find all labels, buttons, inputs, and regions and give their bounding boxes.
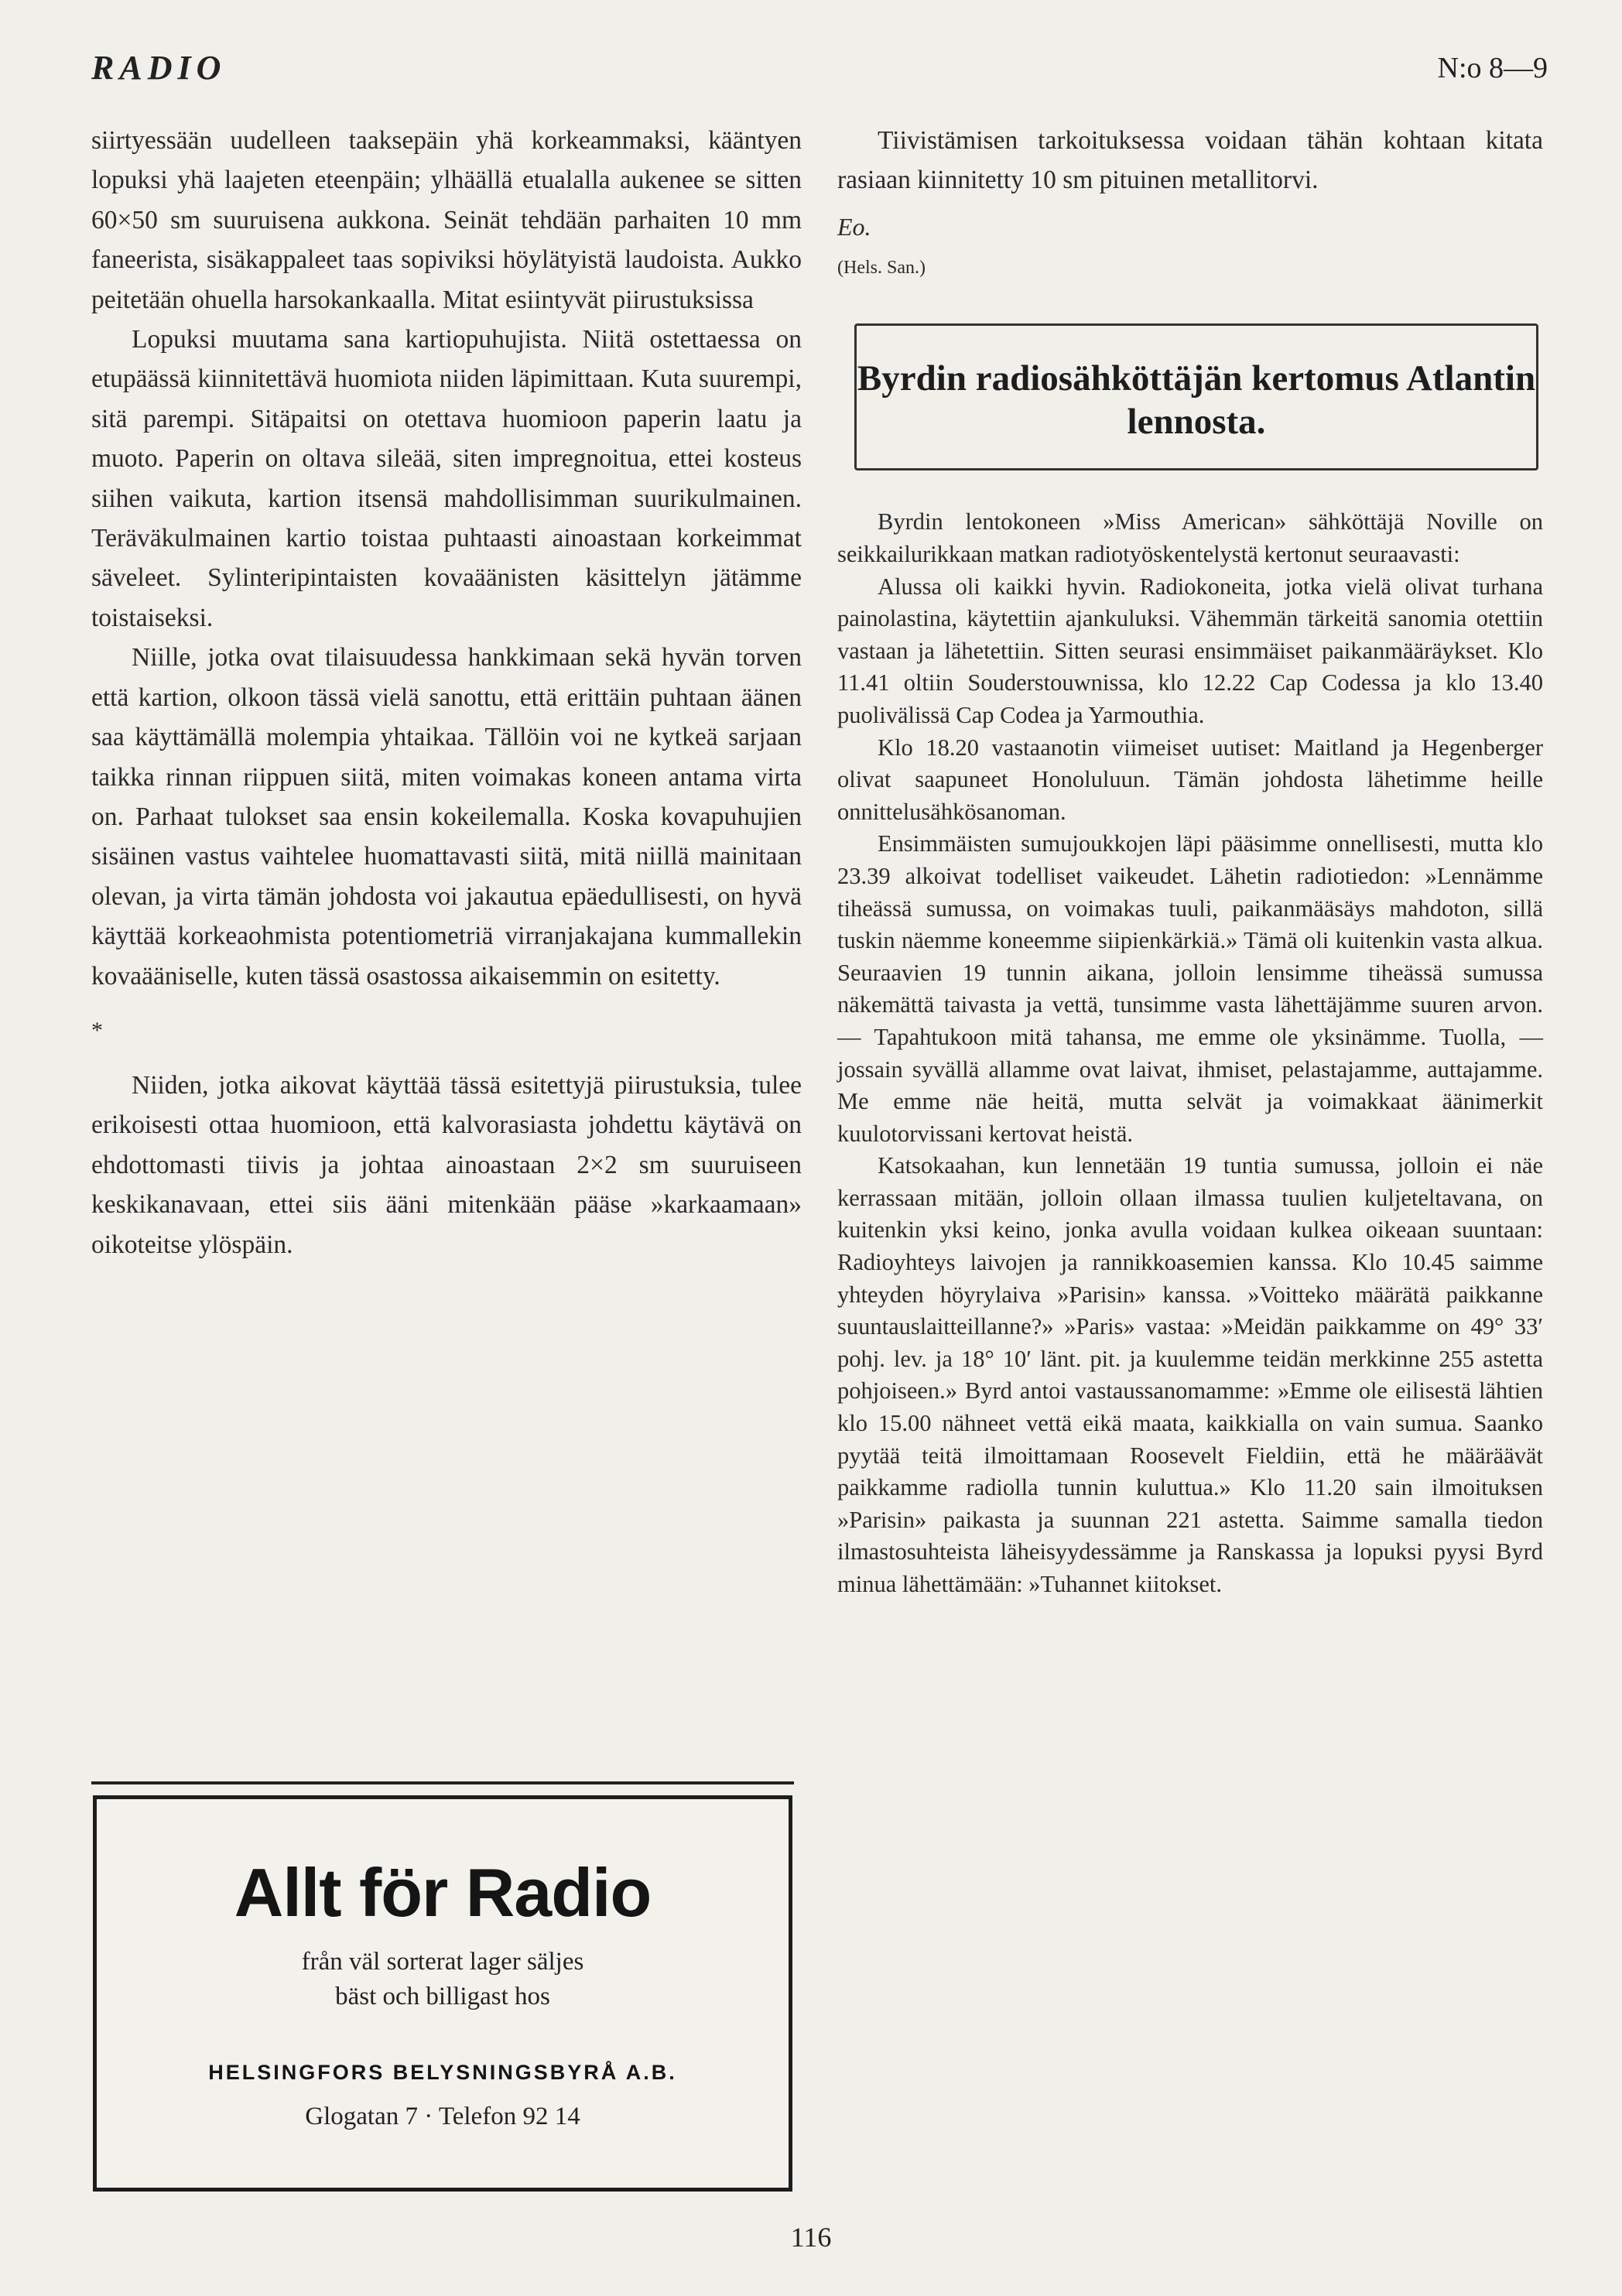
divider: [91, 1781, 794, 1784]
paragraph: siirtyessään uudelleen taaksepäin yhä korkeammaksi, kääntyen lopuksi yhä laajeten eteenpäin; ylhäällä etualalla aukenee se sitten 60×50 sm suuruisena aukkona. Seinät tehdään parhaiten 10 mm faneerista, sisäkappaleet taas sopiviksi höylätyistä laudoista. Aukko peitetään ohuella harsokankaalla. Mitat esiintyvät piirustuksissa: [91, 126, 802, 314]
running-head: [91, 48, 1548, 94]
page-number: 116: [790, 2222, 832, 2253]
source-citation: (Hels. San.): [837, 258, 926, 279]
issue-number: N:o 8—9: [1437, 52, 1548, 84]
advertisement-box: [93, 1795, 792, 2192]
section-separator: *: [91, 1017, 103, 1043]
author-signature: Eo.: [837, 212, 871, 241]
paragraph: Klo 18.20 vastaanotin viimeiset uutiset: Maitland ja Hegenberger olivat saapuneet Honoluluun. Tämän johdosta lähetimme heille onnittelusähkösanoman.: [837, 734, 1543, 825]
paragraph: Tiivistämisen tarkoituksessa voidaan tähän kohtaan kitata rasiaan kiinnitetty 10 sm pituinen metallitorvi.: [837, 126, 1543, 195]
paragraph: Lopuksi muutama sana kartiopuhujista. Niitä ostettaessa on etupäässä kiinnitettävä huomiota niiden läpimittaan. Kuta suurempi, sitä parempi. Sitäpaitsi on otettava huomioon paperin laatu ja muoto. Paperin on oltava sileää, siten impregnoitua, ettei kosteus siihen vaikuta, kartion itsensä mahdollisimman suurikulmainen. Teräväkulmainen kartio toistaa puhtaasti ainoastaan korkeimmat säveleet. Sylinteripintaisten kovaäänisten käsittelyn jätämme toistaiseksi.: [91, 325, 802, 632]
ad-text-line: bäst och billigast hos: [335, 1983, 550, 2010]
right-column: [837, 121, 1543, 1601]
article-heading: Byrdin radiosähköttäjän kertomus Atlantin lennosta.: [857, 358, 1536, 443]
left-column: [91, 121, 802, 1264]
paragraph: Ensimmäisten sumujoukkojen läpi pääsimme onnellisesti, mutta klo 23.39 alkoivat todelliset vaikeudet. Lähetin radiotiedon: »Lennämme tiheässä sumussa, on voimakas tuuli, paikanmääsäys mahdoton, sillä tuskin näemme koneemme siipienkärkiä.» Tämä oli kuitenkin vasta alkua. Seuraavien 19 tunnin aikana, jolloin lensimme tiheässä sumussa näkemättä taivasta ja vettä, tunsimme vasta lähettäjämme suuren arvon. — Tapahtukoon mitä tahansa, me emme ole yksinämme. Tuolla, — jossain syvällä allamme ovat laivat, ihmiset, pelastajamme, auttajamme. Me emme näe heitä, mutta selvät ja voimakkaat äänimerkit kuulotorvissani kertovat heistä.: [837, 830, 1543, 1147]
article-heading-box: [854, 323, 1538, 470]
paragraph: Alussa oli kaikki hyvin. Radiokoneita, jotka vielä olivat turhana painolastina, käytettiin ajankuluksi. Vähemmän tärkeitä sanomia otettiin vastaan ja lähetettiin. Sitten seurasi ensimmäiset paikanmääräykset. Klo 11.41 oltiin Souderstouwnissa, klo 12.22 Cap Codessa ja klo 13.40 puolivälissä Cap Codea ja Yarmouthia.: [837, 573, 1543, 728]
ad-company-name: HELSINGFORS BELYSNINGSBYRÅ A.B.: [208, 2061, 677, 2084]
paragraph: Katsokaahan, kun lennetään 19 tuntia sumussa, jolloin ei näe kerrassaan mitään, jolloin ollaan ilmassa tuulien kuljeteltavana, on kuitenkin yksi keino, jonka avulla voidaan kulkea oikeaan suuntaan: Radioyhteys laivojen ja rannikkoasemien kanssa. Klo 10.45 saimme yhteyden höyrylaiva »Parisin» kanssa. »Voitteko määrätä paikkanne suuntauslaitteillanne?» »Paris» vastaa: »Meidän paikkamme on 49° 33′ pohj. lev. ja 18° 10′ länt. pit. ja kuulemme teidän merkkinne 255 astetta pohjoiseen.» Byrd antoi vastaussanomamme: »Emme ole eilisestä lähtien klo 15.00 nähneet vettä eikä maata, kaikkialla on vain sumua. Saanko pyytää teitä ilmoittamaan Roosevelt Fieldiin, että he määräävät paikkamme radiolla tunnin kuluttua.» Klo 11.20 sain ilmoituksen »Parisin» paikasta ja suunnan 221 astetta. Saimme samalla tiedon ilmastosuhteista läheisyydessämme ja Ranskassa ja lopuksi pyysi Byrd minua lähettämään: »Tuhannet kiitokset.: [837, 1152, 1543, 1597]
paragraph: Niiden, jotka aikovat käyttää tässä esitettyjä piirustuksia, tulee erikoisesti ottaa huomioon, että kalvorasiasta johdettu käytävä on ehdottomasti tiivis ja johtaa ainoastaan 2×2 sm suuruiseen keskikanavaan, ettei siis ääni mitenkään pääse »karkaamaan» oikoteitse ylöspäin.: [91, 1070, 802, 1259]
ad-text-line: från väl sorterat lager säljes: [301, 1948, 584, 1976]
paragraph: Niille, jotka ovat tilaisuudessa hankkimaan sekä hyvän torven että kartion, olkoon tässä vielä sanottu, että erittäin puhtaan äänen saa käyttämällä molempia yhtaikaa. Tällöin voi ne kytkeä sarjaan taikka rinnan riippuen siitä, miten voimakas koneen antama virta on. Parhaat tulokset saa ensin kokeilemalla. Koska kovapuhujien sisäinen vastus vaihtelee huomattavasti siitä, mitä niillä mainitaan olevan, ja virta tämän johdosta voi jakautua epäedullisesti, on hyvä käyttää korkeaohmista potentiometriä virranjakajana kummallekin kovaääniselle, kuten tässä osastossa aikaisemmin on esitetty.: [91, 643, 802, 991]
magazine-title: RADIO: [91, 49, 227, 87]
article-lead: Byrdin lentokoneen »Miss American» sähköttäjä Noville on seikkailurikkaan matkan radiotyöskentelystä kertonut seuraavasti:: [837, 508, 1543, 567]
ad-headline: Allt för Radio: [234, 1854, 652, 1931]
ad-address: Glogatan 7 · Telefon 92 14: [305, 2103, 580, 2130]
